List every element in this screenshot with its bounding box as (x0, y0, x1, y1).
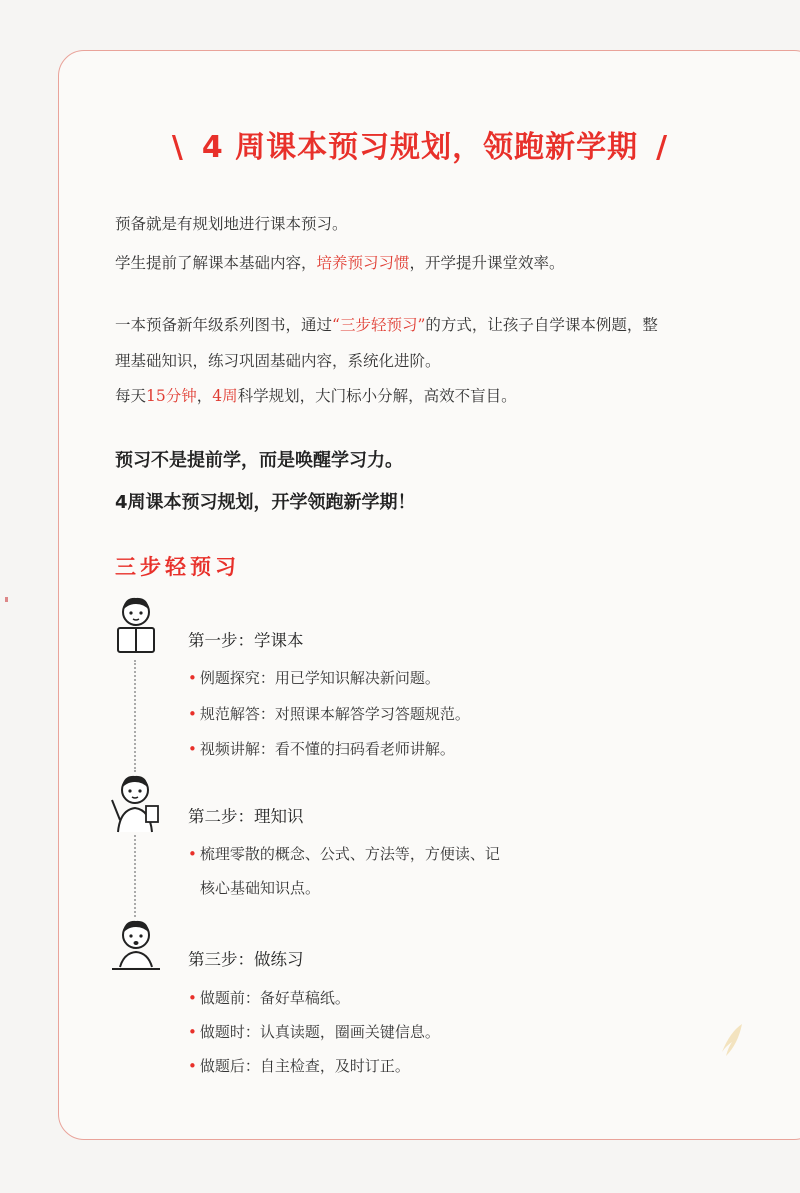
intro-line-4: 理基础知识，练习巩固基础内容，系统化进阶。 (115, 352, 441, 370)
step-3-bullet: • 做题后：自主检查，及时订正。 (188, 1057, 410, 1075)
student-practicing-icon (108, 915, 164, 975)
step-3-title: 第三步：做练习 (188, 950, 304, 969)
step-1-title: 第一步：学课本 (188, 631, 304, 650)
step-1-bullet: • 例题探究：用已学知识解决新问题。 (188, 669, 440, 687)
step-3-bullet: • 做题时：认真读题，圈画关键信息。 (188, 1023, 440, 1041)
slogan-line-2: 4周课本预习规划，开学领跑新学期！ (115, 492, 416, 513)
feather-mark (716, 1022, 746, 1058)
step-1-bullet: • 视频讲解：看不懂的扫码看老师讲解。 (188, 740, 455, 758)
student-writing-icon (106, 770, 164, 834)
page-title (100, 122, 740, 166)
intro-line-2: 学生提前了解课本基础内容，培养预习习惯，开学提升课堂效率。 (115, 254, 565, 272)
step-connector-2 (134, 835, 136, 917)
step-2-title: 第二步：理知识 (188, 807, 304, 826)
title-text: 4 周课本预习规划，领跑新学期 (201, 130, 639, 165)
step-connector-1 (134, 660, 136, 772)
left-slash-decoration: \ (171, 130, 184, 165)
student-reading-icon (108, 592, 164, 656)
step-1-bullet: • 规范解答：对照课本解答学习答题规范。 (188, 705, 470, 723)
intro-line-5: 每天15分钟，4周科学规划，大门标小分解，高效不盲目。 (115, 387, 517, 405)
step-2-bullet-continuation: 核心基础知识点。 (200, 879, 321, 897)
slogan-line-1: 预习不是提前学，而是唤醒学习力。 (115, 450, 403, 471)
step-2-bullet: • 梳理零散的概念、公式、方法等，方便读、记 (188, 845, 500, 863)
intro-line-3: 一本预备新年级系列图书，通过“三步轻预习”的方式，让孩子自学课本例题，整 (115, 316, 658, 334)
intro-line-1: 预备就是有规划地进行课本预习。 (115, 215, 348, 233)
right-slash-decoration: / (656, 130, 669, 165)
edge-mark (5, 597, 8, 602)
section-title: 三步轻预习 (115, 555, 240, 579)
step-3-bullet: • 做题前：备好草稿纸。 (188, 989, 350, 1007)
